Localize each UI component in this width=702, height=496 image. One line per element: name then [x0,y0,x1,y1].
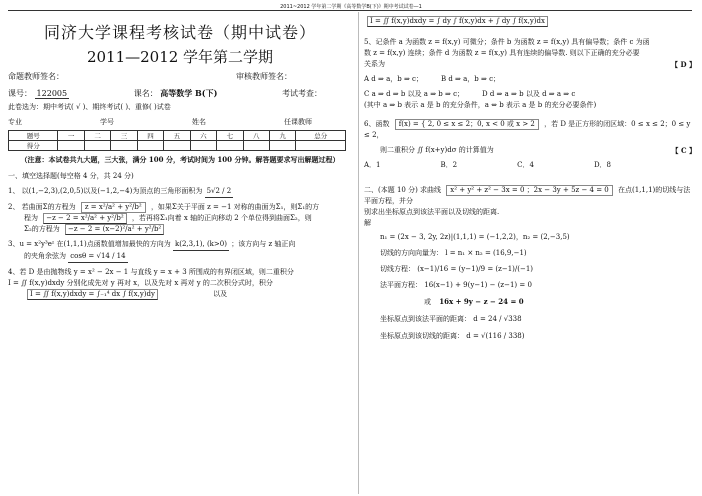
question-4-text: I = ∬ f(x,y)dxdy 分别化成先对 y 再对 x，以及先对 x 再对 y 的二次积分式时，积分 [8,279,273,287]
question-5-text: 数 z = f(x,y) 连续；条件 d 为函数 z = f(x,y) 具有连续的偏导数. 则以下正确的充分必要 [364,49,640,57]
field-id: 学号 [100,118,114,126]
question-2-text: 2、 若曲面Σ的方程为 [8,203,76,211]
score-cell: 三 [111,131,137,141]
section-2-text: 二、(本题 10 分) 求曲线 [364,186,442,194]
score-cell: 八 [243,131,269,141]
option-d: D．8 [593,161,612,169]
course-row [8,88,352,99]
question-2-text: ，若再将Σ₁向着 x 轴的正向移动 2 个单位得到曲面Σ₂，则 [131,214,312,222]
score-cell: 七 [217,131,243,141]
course-code-label: 课号： [8,89,32,98]
score-cell: 总分 [296,131,346,141]
option-b: B．2 [440,161,458,169]
question-1-answer: 5√2 / 2 [205,186,234,198]
exam-subtitle: 2011—2012 学年第二学期 [86,48,274,66]
usage-line: 此卷选为：期中考试( √ )、期终考试( )、重修( )试卷 [8,103,171,111]
question-6-answer: 【 C 】 [671,146,696,155]
solution-or: 或 [424,298,431,306]
question-5 [364,37,696,111]
score-cell [243,141,269,151]
option-c: C a ⇒ d ⇒ b 以及 a ⇒ b ⇒ c； [364,90,465,98]
question-3-answer: k(2,3,1), (k>0) [173,239,229,251]
question-4-text: 以及 [213,290,228,298]
question-4-text: 4、若 D 是由抛物线 y = x² − 2x − 1 与直线 y = x + 3 所围成的有界闭区域，则二重积分 [8,268,294,276]
solution-distance-plane-label: 坐标原点到该法平面的距离： [380,315,471,323]
reviewer-label: 审核教师签名： [236,72,292,81]
exam-notice: （注意：本试卷共九大题，三大张，满分 100 分，考试时间为 100 分钟。解答题要求写出解题过程） [20,155,340,164]
question-4-continued [364,16,696,27]
question-4-equation: I = ∬ f(x,y)dxdy = ∫₋₁⁴ dx ∫ f(x,y)dy [27,289,158,300]
solution-distance-line-label: 坐标原点到该切线的距离： [380,332,464,340]
column-divider [358,12,359,494]
solution-line: (x−1)/16 = (y−1)/9 = (z−1)/(−1) [417,265,534,273]
score-cell: 二 [84,131,110,141]
question-2-text: ，如果Σ关于平面 z = −1 对称的曲面为Σ₁，则Σ₁的方 [150,203,320,211]
solution-direction-label: 切线的方向向量为： [380,249,443,257]
solution-normals: n₁ = (2x − 3, 2y, 2z)|(1,1,1) = (−1,2,2)，n₂ = (2,−3,5) [380,233,570,241]
question-2-text: Σ₂的方程为 [24,225,60,233]
score-cell [270,141,296,151]
section-2-text: 在点(1,1,1)的切线与法平面方程，并分 [364,186,691,205]
option-c: C．4 [517,161,534,169]
score-table [8,130,346,151]
section-2-text: 别求出坐标原点到该法平面以及切线的距离. [364,208,500,216]
section-2 [364,185,696,342]
solution-distance-line: d = √(116 / 338) [466,332,525,340]
score-cell [58,141,84,151]
option-a: A．1 [364,161,381,169]
question-6 [364,119,696,171]
question-6-options [364,160,696,171]
question-2-equation: z = x²/a² + y²/b² [81,202,146,213]
score-cell: 六 [190,131,216,141]
score-cell [84,141,110,151]
score-cell: 一 [58,131,84,141]
score-cell [164,141,190,151]
question-1-text: 1、 以(1,−2,3),(2,0,5)以及(−1,2,−4)为顶点的三角形面积为 [8,187,203,195]
question-5-text: 关系为 [364,60,385,68]
solution-line-label: 切线方程： [380,265,415,273]
score-cell [296,141,346,151]
question-4-equation-2: I = ∬ f(x,y)dxdy = ∫ dy ∫ f(x,y)dx + ∫ dy ∫ f(x,y)dx [367,16,548,27]
question-6-equation: f(x) = { 2, 0 ≤ x ≤ 2；0, x < 0 或 x > 2 [395,119,539,130]
score-header-row [9,131,346,141]
question-1 [8,186,352,198]
score-cell: 九 [270,131,296,141]
solution-direction: l = n₁ × n₂ = (16,9,−1) [445,249,527,257]
solution-distance-plane: d = 24 / √338 [473,315,522,323]
exam-type: 考试考查： [281,89,322,98]
question-3-text: ；该方向与 z 轴正向 [231,240,296,248]
solution-label: 解 [364,219,371,227]
question-3-text: 3、u = x²y³eᶻ 在(1,1,1)点函数值增加最快的方向为 [8,240,171,248]
section-2-equation: x² + y² + z² − 3x = 0 ；2x − 3y + 5z − 4 = 0 [446,185,612,196]
course-code: 122005 [36,89,68,98]
option-d: D d ⇒ a ⇒ b 以及 d ⇒ a ⇒ c [482,90,576,98]
question-2-answer: −z − 2 = (x−2)²/a² + y²/b² [65,224,164,235]
score-cell [137,141,163,151]
field-teacher: 任课教师 [284,118,312,126]
field-name: 姓名 [192,118,206,126]
question-4 [8,267,352,300]
course-name: 高等数学 B(下) [160,88,218,98]
section-1-heading: 一、填空选择题(每空格 4 分，共 24 分) [8,172,134,180]
right-column [364,12,696,342]
question-3-answer: cosθ = √14 / 14 [68,251,127,263]
question-5-text: 5、记条件 a 为函数 z = f(x,y) 可微分；条件 b 为函数 z = f(x,y) 具有偏导数；条件 c 为函 [364,38,650,46]
header-rule [8,10,692,11]
score-cell: 四 [137,131,163,141]
signature-row [8,71,352,82]
score-value-row [9,141,346,151]
question-6-text: ，若 D 是正方形的闭区域：0 ≤ x ≤ 2；0 ≤ y ≤ 2， [364,120,691,139]
score-cell [111,141,137,151]
running-header: 2011~2012 学年第二学期《高等数学B(下)》期中考试试卷—1 [280,4,422,10]
score-cell [217,141,243,151]
question-2 [8,202,352,235]
solution-plane: 16(x−1) + 9(y−1) − (z−1) = 0 [424,281,532,289]
question-6-text: 6、函数 [364,120,390,128]
score-cell [190,141,216,151]
question-5-options-2 [364,89,696,100]
course-name-label: 课名： [133,89,158,98]
question-6-text: 则二重积分 ∬ f(x+y)dσ 的计算值为 [380,146,494,154]
question-3-text: 的夹角余弦为 [24,252,66,260]
question-3 [8,239,352,263]
student-fields [8,117,352,128]
solution-plane-2: 16x + 9y − z − 24 = 0 [439,297,524,306]
question-5-answer: 【 D 】 [671,60,696,69]
question-2-text: 程为 [24,214,38,222]
question-5-note: (其中 a ⇒ b 表示 a 是 b 的充分条件，a ⇔ b 表示 a 是 b 的充分必要条件) [364,101,597,109]
question-2-answer: −z − 2 = x²/a² + y²/b² [43,213,126,224]
proposer-label: 命题教师签名： [8,72,64,81]
score-cell: 得分 [9,141,58,151]
exam-title: 同济大学课程考核试卷（期中试卷） [43,23,316,42]
question-5-options-1 [364,74,696,85]
score-cell: 题号 [9,131,58,141]
solution-plane-label: 法平面方程： [380,281,422,289]
field-major: 专业 [8,118,22,126]
option-b: B d ⇒ a，b ⇒ c； [440,75,501,83]
option-a: A d ⇒ a，b ⇒ c； [364,75,423,83]
score-cell: 五 [164,131,190,141]
left-column [8,12,352,300]
